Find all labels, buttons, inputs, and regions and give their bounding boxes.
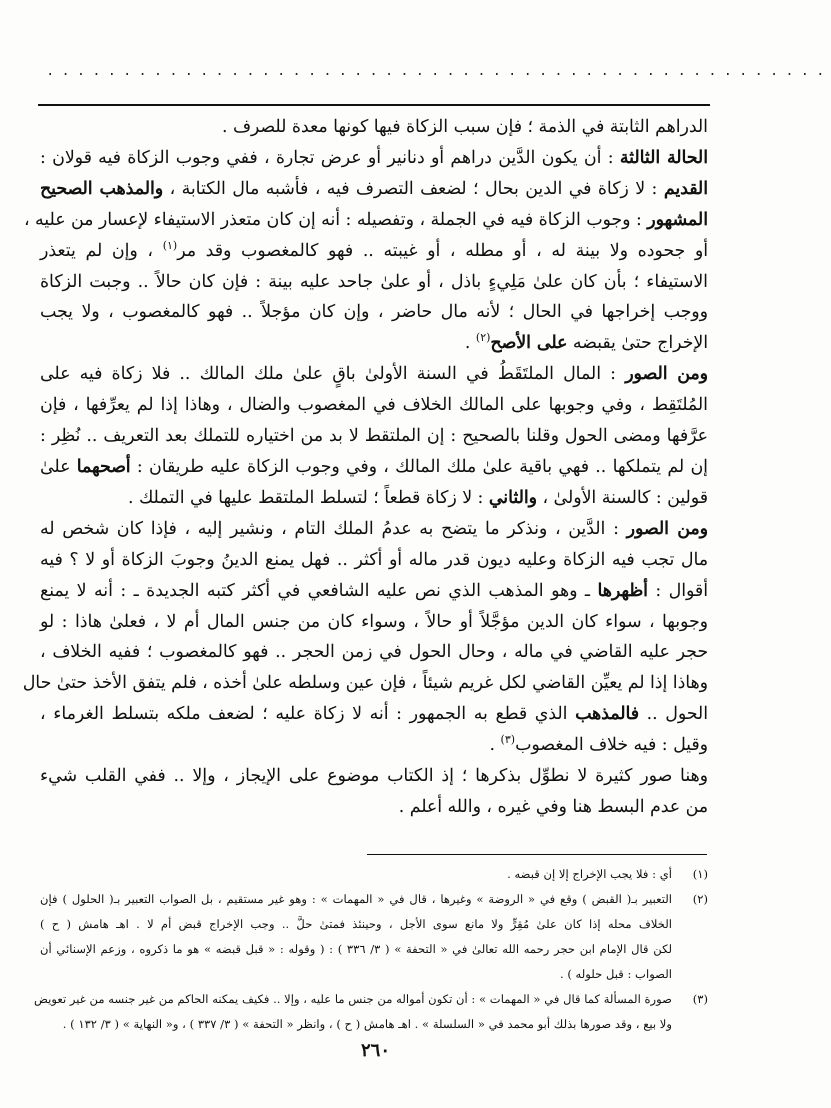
bold-heading: ومن الصور xyxy=(626,518,708,539)
bold-heading: ومن الصور xyxy=(625,364,708,385)
text-line xyxy=(40,514,708,545)
footnote-text xyxy=(40,887,672,987)
text-run: وهنا صور كثيرة لا نطوِّل بذكرها ؛ إذ الكتاب موضوع على الإيجاز ، وإلا .. ففي القلب شيء xyxy=(40,766,708,787)
footnote-marker: (١) xyxy=(162,238,178,252)
bold-term: أصحهما xyxy=(76,456,131,477)
text-line xyxy=(40,112,708,143)
text-line xyxy=(40,267,708,298)
text-run: : لا زكاة قطعاً ؛ لتسلط الملتقط عليها في التملك . xyxy=(127,487,489,508)
text-run: أو جحوده ولا بينة له ، أو مطله ، أو غيبته .. فهو كالمغصوب وقد مر xyxy=(177,240,708,261)
text-run: الاستيفاء ؛ بأن كان علىٰ مَلِيءٍ باذل ، أو علىٰ جاحد عليه بينة : فإن كان حالاً .. وجبت الزكاة xyxy=(40,271,708,292)
bold-term: على الأصح xyxy=(490,333,568,354)
text-line xyxy=(40,143,708,174)
text-run: . xyxy=(464,333,476,354)
text-run: علىٰ xyxy=(40,456,77,477)
main-text xyxy=(22,112,709,823)
text-run: الدراهم الثابتة في الذمة ؛ فإن سبب الزكاة فيها كونها معدة للصرف . xyxy=(221,117,708,137)
text-line xyxy=(40,452,708,483)
text-run: : وجوب الزكاة فيه في الجملة ، وتفصيله : أنه إن كان متعذر الاستيفاء لإعسار من عليه ، xyxy=(23,209,648,230)
text-run: ، وإن لم يتعذر xyxy=(40,240,163,261)
text-line xyxy=(40,637,708,668)
text-line xyxy=(40,792,708,823)
footnote-number: (٣) xyxy=(692,992,708,1006)
text-line xyxy=(40,699,708,730)
text-line xyxy=(22,668,708,699)
text-line xyxy=(40,328,708,359)
text-run: وقيل : فيه خلاف المغصوب xyxy=(515,735,708,756)
footnote-marker: (٣) xyxy=(500,733,516,747)
bold-term: والمذهب الصحيح xyxy=(40,178,164,199)
text-run: وجوبها ، سواء كان الدين مؤجَّلاً أو حالاً ، وسواء كان من جنس المال أم لا ، فعلىٰ هاذا : لو xyxy=(40,611,708,632)
footnote-marker: (٢) xyxy=(475,331,491,345)
text-run: من عدم البسط هنا وفي غيره ، والله أعلم . xyxy=(398,796,708,817)
text-line xyxy=(40,174,708,205)
bold-term: والثاني xyxy=(488,487,537,508)
footnote-number: (٢) xyxy=(692,892,708,906)
footnote-item xyxy=(33,987,708,1037)
text-line xyxy=(40,607,708,638)
text-line xyxy=(40,390,708,421)
text-line xyxy=(40,297,708,328)
text-run: ـ وهو المذهب الذي نص عليه الشافعي في أكثر كتبه الجديدة ـ : أنه لا يمنع xyxy=(40,580,598,601)
footnote-text xyxy=(34,987,672,1037)
text-run: ووجب إخراجها في الحال ؛ لأنه مال حاضر ، وإن كان مؤجلاً .. فهو كالمغصوب ، ولا يجب xyxy=(40,302,708,323)
text-run: إن لم يتملكها .. فهي باقية علىٰ ملك المالك ، وفي وجوب الزكاة عليه طريقان : xyxy=(130,456,708,477)
text-line xyxy=(40,576,708,607)
bold-term: أظهرها xyxy=(597,580,648,601)
text-run: : الدَّين ، ونذكر ما يتضح به عدمُ الملك التام ، ونشير إليه ، فإذا كان شخص له xyxy=(40,518,627,539)
text-run: أقوال : xyxy=(647,580,708,601)
footnote-line: أي : فلا يجب الإخراج إلا إن قبضه . xyxy=(507,867,672,881)
footnote-line: صورة المسألة كما قال في « المهمات » : أن تكون أمواله من جنس ما عليه ، وإلا .. فكيف يمكنه الحاكم من غير جنسه من غير تعويض xyxy=(33,992,672,1006)
bold-term: فالمذهب xyxy=(575,704,639,725)
text-run: قولين : كالسنة الأولىٰ ، xyxy=(536,487,708,508)
footnotes xyxy=(33,862,708,1037)
bold-heading: الحالة الثالثة xyxy=(619,147,708,168)
text-run: الذي قطع به الجمهور : أنه لا زكاة عليه ؛ لضعف ملكه بتسلط الغرماء ، xyxy=(40,704,576,725)
page-number: ٢٦٠ xyxy=(360,1040,390,1061)
text-run: . xyxy=(489,735,501,756)
footnote-line: التعبير بـ( القبض ) وقع في « الروضة » وغيرها ، قال في « المهمات » : وهو غير مستقيم ، بل الصواب التعبير بـ( الحلول ) فإن xyxy=(40,892,672,906)
text-line xyxy=(40,761,708,792)
footnote-item xyxy=(40,862,708,887)
text-run: وهاذا إذا لم يعيِّن القاضي لكل غريم شيئاً ، فإن عين وسلطه علىٰ أخذه ، فلم يتفق الأخذ حتىٰ حال xyxy=(22,673,708,694)
footnote-separator xyxy=(367,854,707,855)
text-line xyxy=(40,483,708,514)
footnote-line: الخلاف محله إذا كان علىٰ مُقِرٍّ ولا مانع سوى الأجل ، وحينئذ فمتىٰ حلَّ .. وجب الإخراج قبض أم لا . اهـ هامش ( ح ) xyxy=(40,917,672,931)
footnote-number: (١) xyxy=(692,867,708,881)
footnote-line: لكن قال الإمام ابن حجر رحمه الله تعالىٰ في « التحفة » ( ٣/ ٣٣٦ ) : ( وقوله : « قبل قبضه » هو ما ذكروه ، وزعم الإسنائي أن xyxy=(40,942,672,956)
text-run: الحول .. xyxy=(639,704,708,725)
text-run: : أن يكون الدَّين دراهم أو دنانير أو عرض تجارة ، ففي وجوب الزكاة فيه قولان : xyxy=(40,147,620,168)
text-line xyxy=(40,730,708,761)
text-run: : لا زكاة في الدين بحال ؛ لضعف التصرف فيه ، فأشبه مال الكتابة ، xyxy=(163,178,664,199)
bold-heading: القديم xyxy=(663,178,709,199)
text-run: عرَّفها ومضى الحول وقلنا بالصحيح : إن الملتقط لا بد من اختياره للتملك بعد التعريف .. نُظِر : xyxy=(40,426,708,447)
text-run: المُلتَقِط ، وفي وجوبها على المالك الخلاف في المغصوب والضال ، وهاذا إذا لم يعرِّفها ، فإن xyxy=(40,395,708,416)
footnote-item xyxy=(40,887,708,987)
text-run: الإخراج حتىٰ يقبضه xyxy=(567,333,708,354)
text-run: : المال الملتَقَطُ في السنة الأولىٰ باقٍ علىٰ ملك المالك .. فلا زكاة فيه على xyxy=(40,364,626,385)
text-line xyxy=(40,421,708,452)
footnote-text xyxy=(40,862,672,887)
header-rule xyxy=(38,104,710,106)
header-dotted-line: ................................................... xyxy=(46,64,831,80)
text-run: مال تجب فيه الزكاة وعليه ديون قدر ماله أو أكثر .. فهل يمنع الدينُ وجوبَ الزكاة أو لا ؟ فيه xyxy=(40,549,708,570)
text-line xyxy=(40,236,708,267)
text-line xyxy=(40,545,708,576)
text-line xyxy=(23,205,708,236)
footnote-line: ولا بيع ، وقد صورها بذلك أبو محمد في « السلسلة » . اهـ هامش ( ح ) ، وانظر « التحفة » ( ٣/ ٣٣٧ ) ، و« النهاية » ( ٣/ ١٣٢ ) . xyxy=(62,1017,672,1031)
text-line xyxy=(40,359,708,390)
footnote-line: الصواب : قبل حلوله ) . xyxy=(559,967,672,981)
bold-heading: المشهور xyxy=(647,209,708,230)
text-run: حجر عليه القاضي في ماله ، وحال الحول في زمن الحجر .. فهو كالمغصوب ؛ ففيه الخلاف ، xyxy=(40,642,708,663)
